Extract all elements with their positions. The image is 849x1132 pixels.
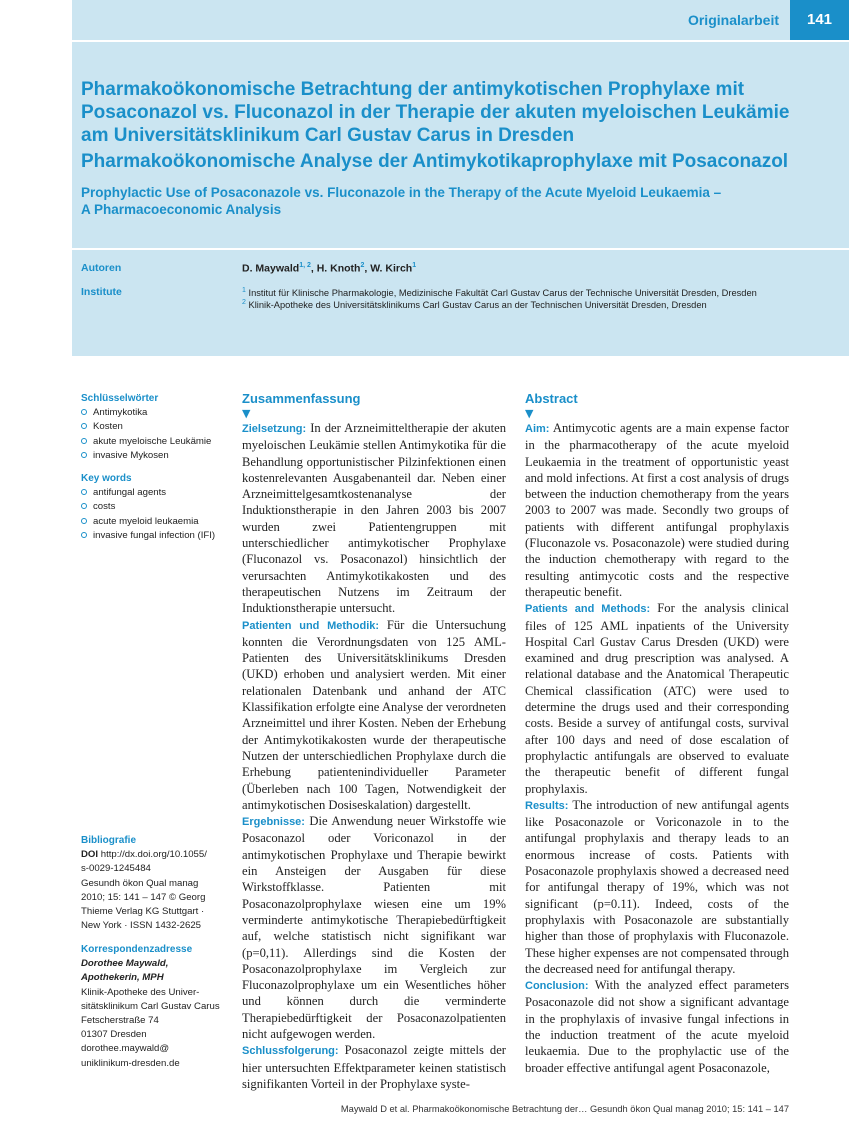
biblio-line: Gesundh ökon Qual manag (81, 877, 199, 889)
keyword-item: acute myeloid leukaemia (81, 515, 231, 529)
institute-number: 1 (242, 287, 246, 294)
institute-text: Institut für Klinische Pharmakologie, Medizinische Fakultät Carl Gustav Carus der Technische Universität Dresden, Dresden (248, 288, 757, 299)
abstract-de (242, 390, 506, 1092)
corr-name: Dorothee Maywald, (81, 958, 169, 970)
author-separator: , (364, 262, 371, 275)
author-name: D. Maywald (242, 262, 300, 275)
paragraph-label: Schlussfolgerung: (242, 1045, 339, 1058)
institute-number: 2 (242, 299, 246, 306)
bibliography (81, 834, 231, 933)
abstract-de-heading: Zusammenfassung (242, 391, 361, 406)
author-affiliation: 2 (360, 262, 365, 269)
section-label: Originalarbeit (687, 12, 779, 28)
keyword-item: akute myeloische Leukämie (81, 435, 231, 449)
keywords-en-list (81, 486, 231, 543)
paragraph-text: Antimycotic agents are a main expense factor in the pharmacotherapy of the acute myeloid Leukaemia in the treatment of opportunistic yeast and mold infections. At first a cost analysis of drugs between the induction chemotherapy from the years 2003 to 2007 was made. Secondly two groups of patients with different antifungal prophylaxis (Fluconazole vs. Posaconazole) were studied during the induction chemotherapy with regard to the resulting antimycotic costs and the respective therapeutic benefit. (525, 421, 789, 599)
corr-line: sitätsklinikum Carl Gustav Carus (81, 1000, 220, 1012)
keyword-item: Kosten (81, 420, 231, 434)
biblio-line: New York · ISSN 1432-2625 (81, 920, 201, 932)
author-name: H. Knoth (316, 262, 361, 275)
author-list (242, 262, 416, 275)
paragraph-label: Patienten und Methodik: (242, 619, 380, 632)
keyword-item: antifungal agents (81, 486, 231, 500)
paragraph-text: In der Arzneimitteltherapie der akuten myeloischen Leukämie stellen Antimykotika für die Behandlung opportunistischer Pilzinfektionen einen kostenrelevanten Ausgabenanteil dar. Neben einer Arzneimittelgesamtkostenanalyse der Induktionstherapie in den Jahren 2003 bis 2007 wurden zwei Patientengruppen mit unterschiedlicher antimykotischer Prophylaxe (Fluconazol vs. Posaconazol) hinsichtlich der verursachten Antimykotikakosten und des therapeutischen Nutzens im Zeitraum der Induktionstherapie untersucht. (242, 421, 506, 616)
abstract-paragraph (242, 1042, 506, 1092)
author-affiliation: 1, 2 (299, 262, 311, 269)
abstract-paragraph (242, 813, 506, 1042)
paragraph-label: Zielsetzung: (242, 423, 307, 435)
article-title: Pharmakoökonomische Betrachtung der antimykotischen Prophylaxe mit Posaconazol vs. Fluconazol in der Therapie der akuten myeloischen Leukämie am Universitätsklinikum Carl Gustav Carus in Dresden (81, 79, 790, 146)
paragraph-label: Patients and Methods: (525, 603, 651, 616)
corr-heading: Korrespondenzadresse (81, 944, 193, 955)
paragraph-text: Für die Untersuchung konnten die Verordnungsdaten von 125 AML-Patienten des Universitätsklinikums Dresden (UKD) erhoben und analysiert werden. Mit einer relationalen Datenbank und anhand der ATC Klassifikation erfolgte eine Analyse der verordneten Arzneimittel und ihrer Kosten. Neben der Erhebung der Antimykotikakosten wurde der therapeutische Nutzen der unterschiedlichen Prophylaxe durch die Erhebung patientenindividueller Parameter (Überleben nach 100 Tagen, Notwendigkeit der antimykotischen Dosiseskalation) dargestellt. (242, 617, 506, 812)
corr-title: Apothekerin, MPH (81, 972, 164, 984)
keywords-en (81, 472, 231, 543)
biblio-line: Thieme Verlag KG Stuttgart · (81, 906, 205, 918)
triangle-icon: ▼ (242, 407, 251, 420)
abstract-paragraph (242, 617, 506, 814)
institutes-label: Institute (81, 286, 122, 298)
abstract-paragraph (525, 977, 789, 1076)
keywords-de (81, 392, 231, 463)
corr-email[interactable]: dorothee.maywald@ (81, 1043, 170, 1055)
keywords-en-heading: Key words (81, 473, 132, 484)
keyword-item: invasive fungal infection (IFI) (81, 529, 231, 543)
corr-line: Fetscherstraße 74 (81, 1015, 159, 1027)
abstract-en-heading: Abstract (525, 391, 578, 406)
english-title (81, 184, 801, 218)
paragraph-text: The introduction of new antifungal agents like Posaconazole or Voriconazole in to the antifungal prophylaxis and therapy leads to an enormous increase of costs. Patients with Posaconazole prophylaxis showed a decreased need for antifungal therapy of 19%, which was not significant (p=0.11). Indeed, costs of the prophylaxis with Posaconazole are substantially higher than those of prophylaxis with Fluconazole. These higher expenses are not compensated through the decreased need for antifungal therapy. (525, 797, 789, 976)
keyword-item: invasive Mykosen (81, 449, 231, 463)
keyword-item: Antimykotika (81, 406, 231, 420)
abstract-en (525, 390, 789, 1076)
corr-line: Klinik-Apotheke des Univer- (81, 986, 200, 998)
abstract-paragraph (525, 420, 789, 600)
biblio-line[interactable]: http://dx.doi.org/10.1055/ (100, 849, 207, 861)
english-title-line-2: A Pharmacoeconomic Analysis (81, 202, 282, 217)
corr-line: 01307 Dresden (81, 1029, 147, 1041)
institute-item (242, 297, 822, 311)
author-name: W. Kirch (370, 262, 413, 275)
keyword-item: costs (81, 500, 231, 514)
paragraph-text: For the analysis clinical files of 125 AML inpatients of the University Hospital Carl Gustav Carus Dresden (UKD) were examined and drug prescription was analysed. A relational database and the Anatomical Therapeutic Chemical classification (ATC) were used to determine the drugs used and their corresponding costs. Beside a survey of antifungal costs, survival after 100 days and need of dose escalation of prophylactic antifungals are observed to evaluate the therapeutic benefit of different fungal prophylaxis. (525, 601, 789, 796)
page-footer: Maywald D et al. Pharmakoökonomische Betrachtung der… Gesundh ökon Qual manag 2010; 15: 141 – 147 (340, 1104, 789, 1114)
paragraph-label: Ergebnisse: (242, 816, 305, 829)
page-number: 141 (790, 0, 849, 40)
abstract-paragraph (525, 600, 789, 797)
english-title-line-1: Prophylactic Use of Posaconazole vs. Fluconazole in the Therapy of the Acute Myeloid Leukaemia – (81, 185, 722, 200)
paragraph-label: Results: (525, 799, 569, 812)
keywords-de-heading: Schlüsselwörter (81, 393, 159, 404)
keywords-de-list (81, 406, 231, 463)
biblio-heading: Bibliografie (81, 835, 137, 846)
abstract-en-body (525, 420, 789, 1076)
corr-email-domain[interactable]: uniklinikum-dresden.de (81, 1057, 180, 1069)
article-subtitle: Pharmakoökonomische Analyse der Antimykotikaprophylaxe mit Posaconazol (81, 151, 789, 172)
institute-text: Klinik-Apotheke des Universitätsklinikums Carl Gustav Carus an der Technischen Universität Dresden, Dresden (248, 300, 707, 311)
doi-label: DOI (81, 849, 99, 861)
correspondence (81, 943, 231, 1071)
abstract-paragraph (242, 420, 506, 617)
biblio-line: 2010; 15: 141 – 147 © Georg (81, 891, 206, 903)
paragraph-label: Aim: (525, 423, 550, 435)
paragraph-text: Die Anwendung neuer Wirkstoffe wie Posaconazol oder Voriconazol in der antimykotischen Prophylaxe und Therapie bewirkt ein Ansteigen der Ausgaben für diese Wirkstoffklasse. Patienten mit Posaconazolprophylaxe wiesen eine um 19% verminderte antimykotische Therapiebedürftigkeit auf, welche statistisch nicht signifikant war (p=0,11). Allerdings sind die Kosten der Posaconazolprophylaxe im Vergleich zur Fluconazolprophylaxe um ein Wesentliches höher und können durch die verminderte Therapiebedürftigkeit der Posaconazolpatienten nicht aufgewogen werden. (242, 814, 506, 1041)
abstract-paragraph (525, 797, 789, 977)
author-separator: , (310, 262, 317, 275)
author-affiliation: 1 (412, 262, 417, 269)
biblio-line: s-0029-1245484 (81, 863, 151, 875)
abstract-de-body (242, 420, 506, 1092)
triangle-icon: ▼ (525, 407, 534, 420)
paragraph-text: With the analyzed effect parameters Posaconazole did not show a significant advantage in the prophylaxis of invasive fungal infections in the induction treatment of the acute myeloid leukaemia. Due to the prophylactic use of the broader effective antifungal agent Posaconazole, (525, 978, 790, 1075)
paragraph-text: Posaconazol zeigte mittels der hier untersuchten Effektparameter keinen statistisch signifikanten Vorteil in der Prophylaxe syste- (242, 1043, 506, 1091)
paragraph-label: Conclusion: (525, 980, 589, 993)
authors-label: Autoren (81, 262, 122, 274)
